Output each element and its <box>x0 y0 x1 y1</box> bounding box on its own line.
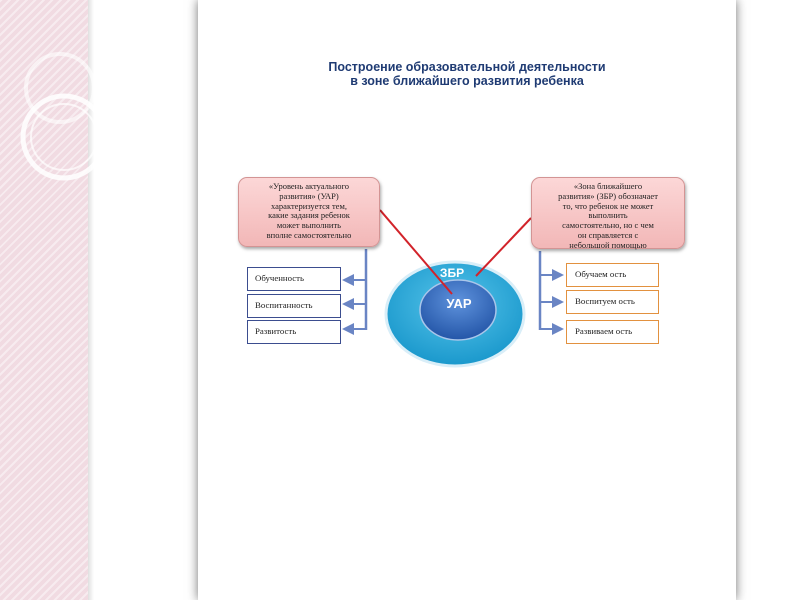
item-vospitannost: Воспитанность <box>247 294 341 318</box>
title-line-1: Построение образовательной деятельности <box>328 60 606 74</box>
title-line-2: в зоне ближайшего развития ребенка <box>350 74 584 88</box>
uar-circle-label: УАР <box>446 296 472 311</box>
uar-definition-box: «Уровень актуального развития» (УАР) характеризуется тем, какие задания ребенок может выполнить вполне самостоятельно <box>238 177 380 247</box>
zbr-connector-line <box>476 218 531 276</box>
item-obuchaemost: Обучаем ость <box>566 263 659 287</box>
left-arrow-connectors <box>344 249 366 330</box>
right-arrow-connectors <box>540 251 562 330</box>
item-obuchennost: Обученность <box>247 267 341 291</box>
item-razvivaemost: Развиваем ость <box>566 320 659 344</box>
zbr-definition-box: «Зона ближайшего развития» (ЗБР) обозначает то, что ребенок не может выполнить самостоятельно, но с чем он справляется с небольшой помощью <box>531 177 685 249</box>
zbr-circle-label: ЗБР <box>439 266 465 280</box>
item-razvitost: Развитость <box>247 320 341 344</box>
item-vospituemost: Воспитуем ость <box>566 290 659 314</box>
